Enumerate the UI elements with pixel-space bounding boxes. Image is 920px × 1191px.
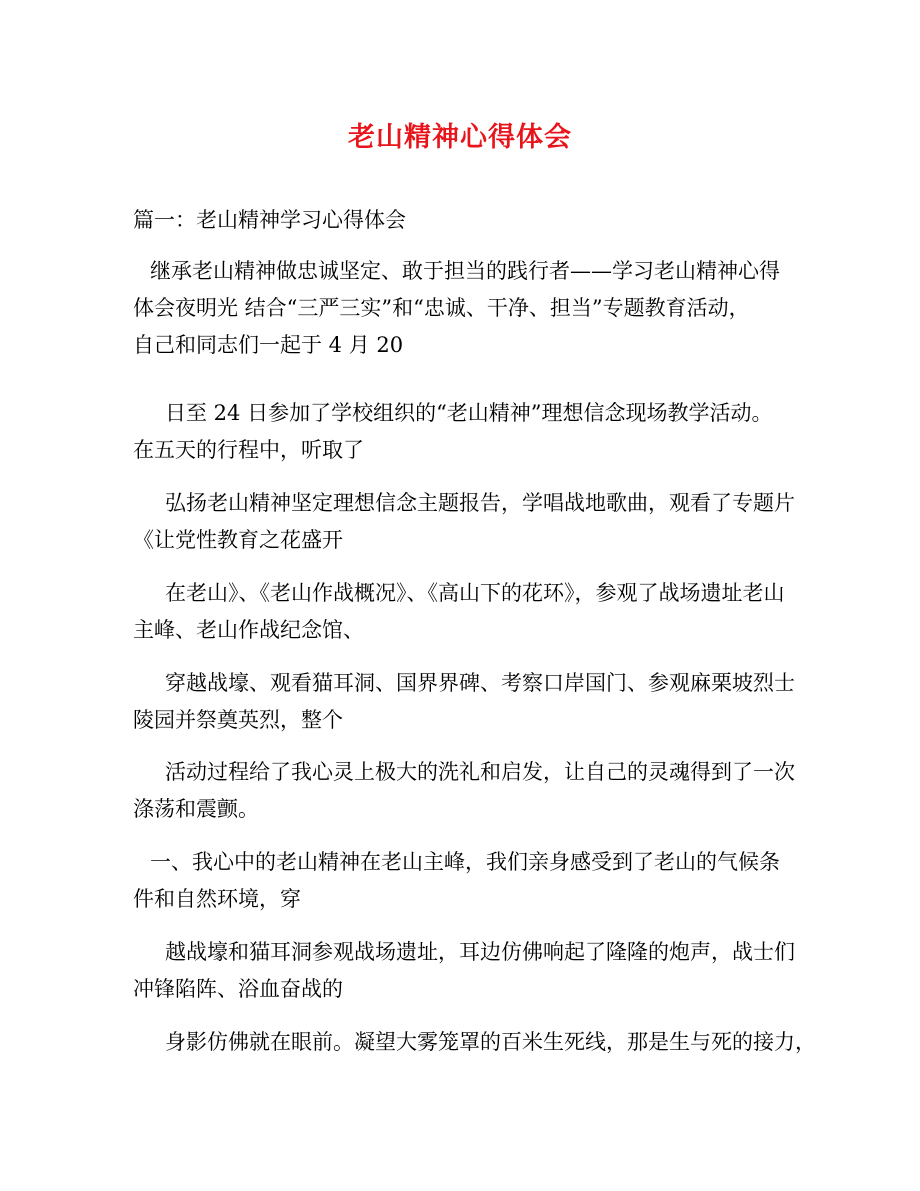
paragraph-line: 涤荡和震颤。 <box>133 797 259 821</box>
paragraph-line: 继承老山精神做忠诚坚定、敢于担当的践行者——学习老山精神心得 <box>150 259 780 283</box>
paragraph-line: 弘扬老山精神坚定理想信念主题报告，学唱战地歌曲，观看了专题片 <box>165 491 795 515</box>
paragraph-line: 自己和同志们一起于 4 月 20 <box>133 333 404 357</box>
paragraph-line: 体会夜明光 结合“三严三实”和“忠诚、干净、担当”专题教育活动， <box>133 296 750 320</box>
paragraph-line: 冲锋陷阵、浴血奋战的 <box>133 977 343 1001</box>
paragraph-line: 在五天的行程中，听取了 <box>133 438 364 462</box>
paragraph-line: 《让党性教育之花盛开 <box>133 528 343 552</box>
paragraph-line: 一、我心中的老山精神在老山主峰，我们亲身感受到了老山的气候条 <box>150 850 780 874</box>
paragraph-line: 穿越战壕、观看猫耳洞、国界界碑、考察口岸国门、参观麻栗坡烈士 <box>165 671 795 695</box>
paragraph-line: 活动过程给了我心灵上极大的洗礼和启发，让自己的灵魂得到了一次 <box>165 760 795 784</box>
paragraph-line: 在老山》、《老山作战概况》、《高山下的花环》，参观了战场遗址老山 <box>165 581 785 605</box>
paragraph-line: 越战壕和猫耳洞参观战场遗址，耳边仿佛响起了隆隆的炮声，战士们 <box>165 940 795 964</box>
document-title: 老山精神心得体会 <box>348 122 572 153</box>
section-heading: 篇一：老山精神学习心得体会 <box>133 208 406 232</box>
paragraph-line: 陵园并祭奠英烈，整个 <box>133 708 343 732</box>
paragraph-line: 件和自然环境，穿 <box>133 887 301 911</box>
paragraph-line: 日至 24 日参加了学校组织的“老山精神”理想信念现场教学活动。 <box>165 401 773 425</box>
paragraph-line: 主峰、老山作战纪念馆、 <box>133 618 364 642</box>
paragraph-line: 身影仿佛就在眼前。凝望大雾笼罩的百米生死线，那是生与死的接力， <box>165 1030 816 1054</box>
